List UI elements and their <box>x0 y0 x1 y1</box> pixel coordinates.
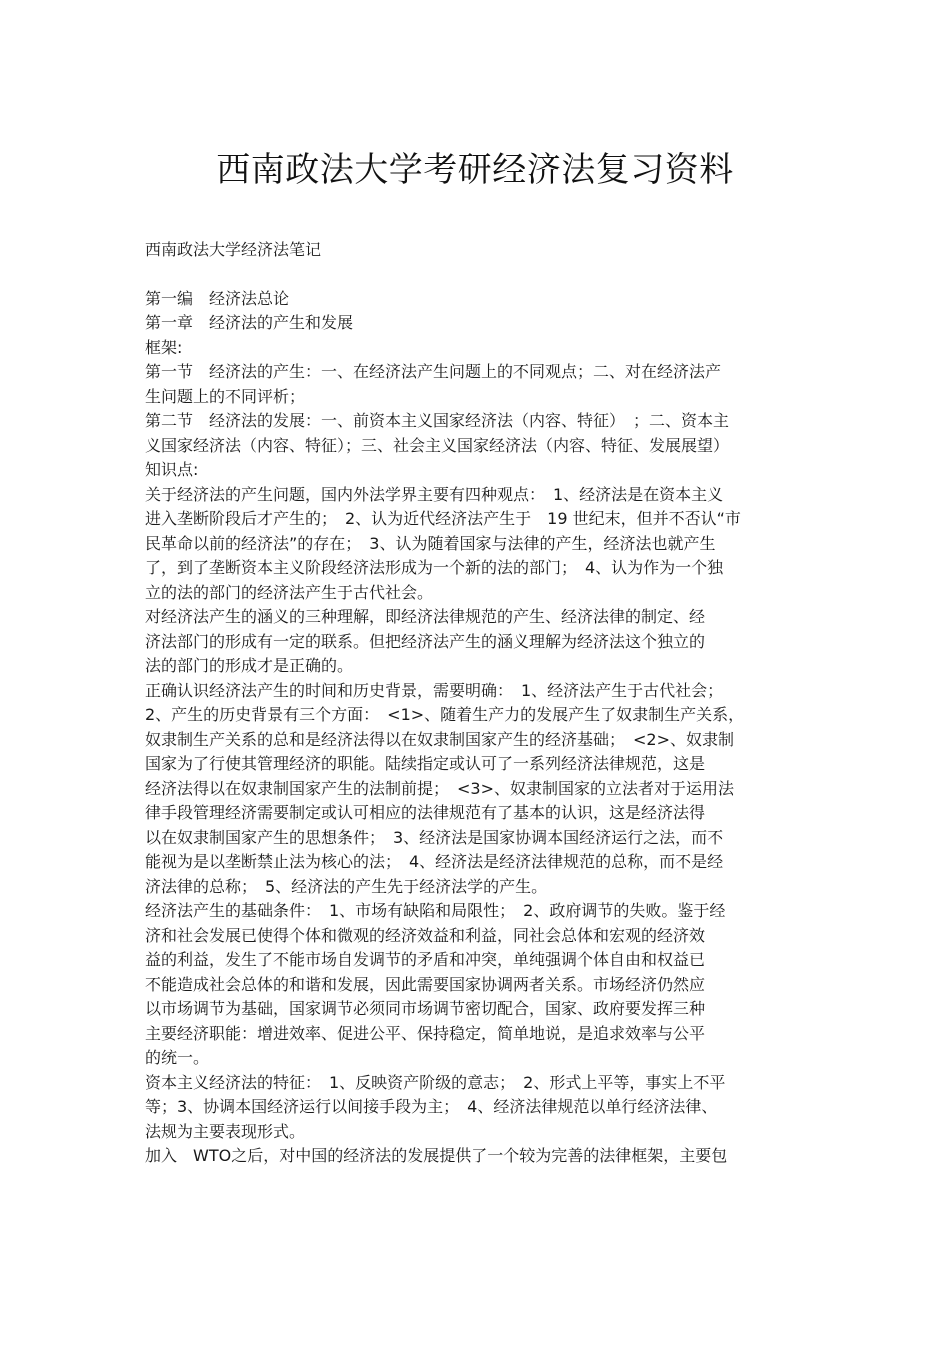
text-line: 加入 WTO之后，对中国的经济法的发展提供了一个较为完善的法律框架，主要包 <box>145 1146 728 1165</box>
text-line: 经济法得以在奴隶制国家产生的法制前提； <3>、奴隶制国家的立法者对于运用法 <box>145 778 734 798</box>
text-line: 能视为是以垄断禁止法为核心的法； 4、经济法是经济法律规范的总称，而不是经 <box>145 852 724 871</box>
text-line: 第二节 经济法的发展：一、前资本主义国家经济法（内容、特征） ；二、资本主 <box>145 411 730 430</box>
text-line: 益的利益，发生了不能市场自发调节的矛盾和冲突，单纯强调个体自由和权益已 <box>145 950 706 969</box>
text-line: 第一节 经济法的产生：一、在经济法产生问题上的不同观点；二、对在经济法产 <box>145 362 722 381</box>
paragraph-gap <box>145 263 825 287</box>
text-line: 资本主义经济法的特征： 1、反映资产阶级的意志； 2、形式上平等，事实上不平 <box>145 1072 726 1092</box>
text-line: 以在奴隶制国家产生的思想条件； 3、经济法是国家协调本国经济运行之法，而不 <box>145 827 724 847</box>
text-line: 对经济法产生的涵义的三种理解，即经济法律规范的产生、经济法律的制定、经 <box>145 607 706 626</box>
text-line: 法的部门的形成才是正确的。 <box>145 656 354 675</box>
document-body <box>145 238 825 1169</box>
text-line: 法规为主要表现形式。 <box>145 1121 306 1141</box>
text-line: 济和社会发展已使得个体和微观的经济效益和利益，同社会总体和宏观的经济效 <box>145 925 706 945</box>
text-line: 正确认识经济法产生的时间和历史背景，需要明确： 1、经济法产生于古代社会； <box>145 680 724 700</box>
text-line: 济法部门的形成有一定的联系。但把经济法产生的涵义理解为经济法这个独立的 <box>145 631 706 651</box>
text-line: 国家为了行使其管理经济的职能。陆续指定或认可了一系列经济法律规范，这是 <box>145 754 706 773</box>
text-line: 以市场调节为基础，国家调节必须同市场调节密切配合，国家、政府要发挥三种 <box>145 999 706 1018</box>
text-line: 关于经济法的产生问题，国内外法学界主要有四种观点： 1、经济法是在资本主义 <box>145 484 724 504</box>
text-line: 不能造成社会总体的和谐和发展，因此需要国家协调两者关系。市场经济仍然应 <box>145 974 706 994</box>
text-line: 进入垄断阶段后才产生的； 2、认为近代经济法产生于 19 世纪末，但并不否认“市 <box>145 509 741 528</box>
text-line: 知识点: <box>145 460 199 479</box>
text-line: 经济法产生的基础条件： 1、市场有缺陷和局限性； 2、政府调节的失败。鉴于经 <box>145 901 726 920</box>
notes-heading: 西南政法大学经济法笔记 <box>145 240 322 259</box>
text-line: 等；3、协调本国经济运行以间接手段为主； 4、经济法律规范以单行经济法律、 <box>145 1097 718 1116</box>
document-title: 西南政法大学考研经济法复习资料 <box>216 150 734 190</box>
text-line: 框架: <box>145 337 183 357</box>
text-lines <box>145 287 825 1169</box>
text-line: 第一编 经济法总论 <box>145 288 290 308</box>
text-line: 立的法的部门的经济法产生于古代社会。 <box>145 582 434 602</box>
text-line: 2、产生的历史背景有三个方面： <1>、随着生产力的发展产生了奴隶制生产关系， <box>145 705 745 724</box>
text-line: 主要经济职能：增进效率、促进公平、保持稳定，简单地说，是追求效率与公平 <box>145 1023 706 1043</box>
text-line: 生问题上的不同评析； <box>145 386 306 406</box>
text-line: 民革命以前的经济法”的存在； 3、认为随着国家与法律的产生，经济法也就产生 <box>145 533 716 553</box>
text-line: 义国家经济法（内容、特征）；三、社会主义国家经济法（内容、特征、发展展望） <box>145 435 730 455</box>
text-line: 的统一。 <box>145 1048 210 1067</box>
text-line: 第一章 经济法的产生和发展 <box>145 313 354 332</box>
text-line: 济法律的总称； 5、经济法的产生先于经济法学的产生。 <box>145 876 548 896</box>
text-line: 了，到了垄断资本主义阶段经济法形成为一个新的法的部门； 4、认为作为一个独 <box>145 558 724 577</box>
text-line: 律手段管理经济需要制定或认可相应的法律规范有了基本的认识，这是经济法得 <box>145 803 706 822</box>
text-line: 奴隶制生产关系的总和是经济法得以在奴隶制国家产生的经济基础； <2>、奴隶制 <box>145 729 734 749</box>
